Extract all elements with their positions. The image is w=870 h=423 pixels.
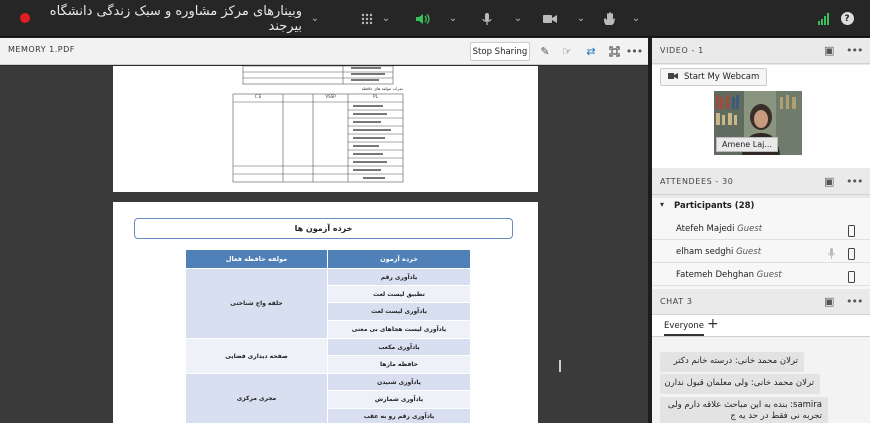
mobile-device-icon [848, 245, 855, 264]
apps-grid-icon[interactable] [358, 0, 376, 37]
meeting-title: وبینارهای مرکز مشاوره و سبک زندگی دانشگاه بیرجند [49, 3, 302, 34]
attendees-pod-header: ATTENDEES - 30 ▣ ••• [652, 169, 870, 195]
record-indicator-icon [20, 13, 30, 23]
attendees-count: 30 [722, 177, 734, 186]
chat-message [660, 397, 828, 423]
attendee-role: Guest [737, 224, 763, 234]
table-row: یادآوری لیست لغت [328, 303, 470, 320]
component-visuospatial-sketchpad: صفحه دیداری فضایی [186, 339, 327, 373]
microphone-icon[interactable] [478, 0, 496, 37]
chat-tabs [652, 315, 870, 337]
text-cursor-icon [559, 360, 561, 372]
chat-fullscreen-icon[interactable]: ▣ [824, 295, 835, 308]
video-pod-header: VIDEO - 1 ▣ ••• [652, 38, 870, 64]
table-row: یادآوری شمارش [328, 391, 470, 408]
chat-count: 3 [686, 297, 693, 306]
share-pod-title: MEMORY 1.PDF [8, 45, 75, 54]
table-header-component: مولفه حافظه فعال [186, 250, 327, 268]
apps-chevron-icon[interactable]: ⌄ [381, 13, 391, 24]
table-row: تطبیق لیست لغت [328, 286, 470, 302]
video-more-menu-icon[interactable]: ••• [846, 44, 863, 57]
pod-more-menu-icon[interactable]: ••• [625, 44, 643, 58]
table-row: حافظه مازها [328, 356, 470, 373]
camera-chevron-icon[interactable]: ⌄ [576, 13, 586, 24]
add-chat-tab-icon[interactable]: + [707, 316, 719, 332]
participant-name-tag: Amene Laj... [716, 137, 778, 152]
attendees-more-menu-icon[interactable]: ••• [846, 175, 863, 188]
right-sidebar [652, 38, 870, 423]
video-count: 1 [698, 46, 704, 55]
tab-everyone[interactable]: Everyone [664, 321, 704, 336]
attendee-name: Fatemeh Dehghan [676, 270, 755, 280]
collapse-chevron-icon[interactable]: ▾ [660, 200, 665, 209]
subtests-table [186, 250, 470, 423]
attendee-name: Atefeh Majedi [676, 224, 735, 234]
help-icon[interactable]: ? [838, 0, 856, 37]
speaker-chevron-icon[interactable]: ⌄ [448, 13, 458, 24]
chat-message: ترلان محمد خانی: ولی معلمان قبول ندارن [660, 374, 820, 394]
attendee-row[interactable] [652, 218, 870, 240]
chat-message-line: تجربه نی فقط در حد یه ج [730, 411, 822, 421]
table-row: یادآوری لیست هجاهای بی معنی [328, 321, 470, 338]
sync-arrows-icon[interactable]: ⇄ [586, 44, 596, 58]
top-table-header-pl: PL [373, 94, 378, 99]
table-row: یادآوری رقم [328, 269, 470, 285]
top-bar [0, 0, 870, 37]
table-row: یادآوری مکعب [328, 339, 470, 355]
video-area [652, 65, 870, 168]
attendee-role: Guest [756, 270, 782, 280]
start-webcam-label: Start My Webcam [684, 72, 760, 82]
start-webcam-button[interactable] [660, 68, 767, 86]
microphone-chevron-icon[interactable]: ⌄ [513, 13, 523, 24]
top-table-header-vssp: VSSP [325, 94, 336, 99]
table-row: یادآوری رقم رو به عقب [328, 409, 470, 423]
attendee-row[interactable] [652, 264, 870, 286]
pointer-hand-icon[interactable]: ☞ [562, 44, 572, 58]
attendee-role: Guest [736, 247, 762, 257]
attendees-pod-title: ATTENDEES [660, 177, 713, 186]
attendees-list [652, 198, 870, 292]
table-header-subtest: خرده آزمون [328, 250, 470, 268]
section-title-box: خرده آزمون ها [134, 218, 513, 239]
document-page-1 [113, 66, 538, 192]
annotate-pen-icon[interactable]: ✎ [540, 44, 550, 58]
chat-area [652, 315, 870, 423]
webcam-icon [668, 72, 678, 83]
fullscreen-icon[interactable] [606, 43, 622, 59]
top-table-header-ce: C E [254, 94, 262, 99]
video-pod-title: VIDEO [660, 46, 689, 55]
document-page-2 [113, 202, 538, 423]
stop-sharing-button[interactable]: Stop Sharing [470, 42, 530, 61]
title-menu-chevron-icon[interactable]: ⌄ [310, 13, 320, 24]
chat-pod-title: CHAT [660, 297, 684, 306]
component-central-executive: مجری مرکزی [186, 374, 327, 423]
participants-group[interactable] [652, 195, 870, 217]
mobile-device-icon [848, 268, 855, 287]
speaker-icon[interactable] [413, 0, 433, 37]
connection-signal-icon [815, 0, 833, 37]
chat-more-menu-icon[interactable]: ••• [846, 295, 863, 308]
raise-hand-chevron-icon[interactable]: ⌄ [631, 13, 641, 24]
chat-message: ترلان محمد خانی: درسته خانم دکتر [660, 352, 804, 372]
table-row: یادآوری شنیدن [328, 374, 470, 390]
camera-icon[interactable] [541, 0, 559, 37]
participants-group-label: Participants (28) [674, 201, 755, 211]
document-viewer[interactable] [0, 66, 648, 423]
attendees-fullscreen-icon[interactable]: ▣ [824, 175, 835, 188]
share-pod-header [0, 38, 648, 65]
chat-message-line: samira: بنده به این مباحث علاقه دارم ولی [667, 400, 822, 410]
attendee-name: elham sedghi [676, 247, 734, 257]
attendee-row[interactable] [652, 241, 870, 263]
mobile-device-icon [848, 222, 855, 241]
video-fullscreen-icon[interactable]: ▣ [824, 44, 835, 57]
component-phonological-loop: حلقه واج شناختی [186, 269, 327, 338]
share-pod [0, 38, 648, 423]
microphone-status-icon [828, 245, 835, 264]
chat-pod-header [652, 289, 870, 315]
top-table-caption: نمرات مولفه های حافظه [361, 86, 403, 91]
raise-hand-icon[interactable] [600, 0, 618, 37]
